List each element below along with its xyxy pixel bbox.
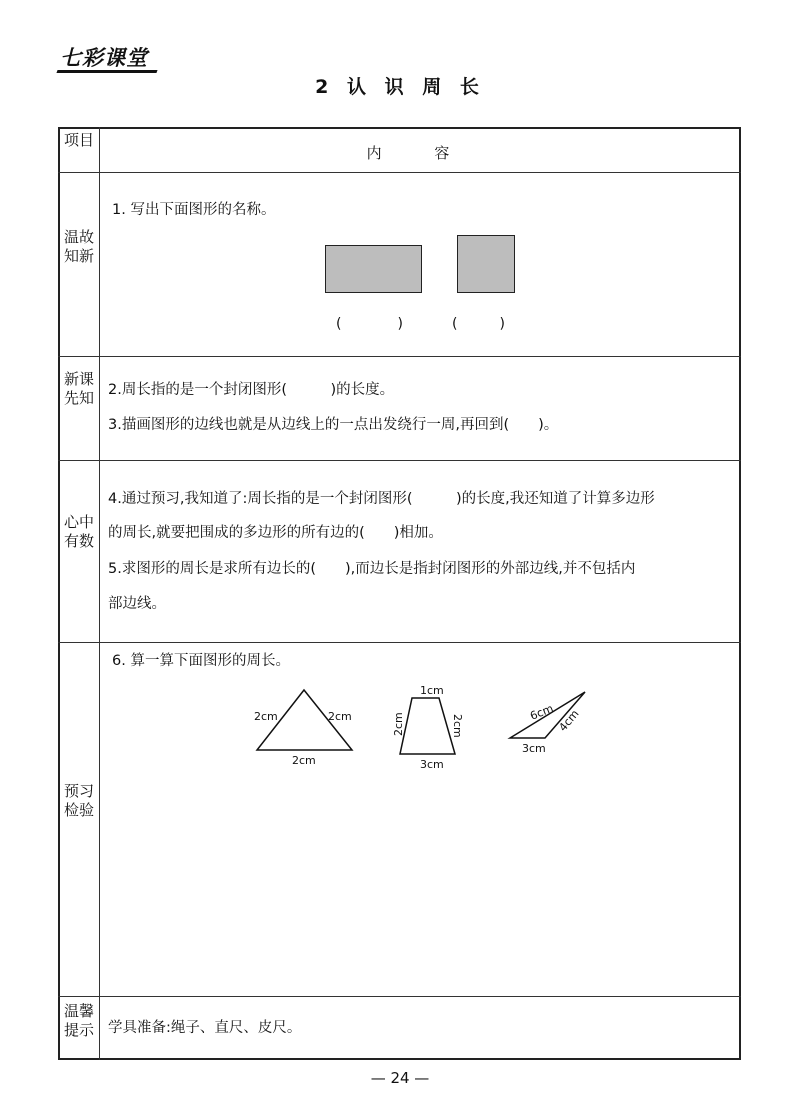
row-divider xyxy=(58,996,741,997)
answer-blank-square[interactable]: ( ) xyxy=(452,316,505,332)
section-label-tips: 温馨提示 xyxy=(63,1002,94,1039)
row-divider xyxy=(58,356,741,357)
rectangle-shape xyxy=(325,245,422,293)
trapezoid-left-label: 2cm xyxy=(392,712,405,736)
row-divider xyxy=(58,642,741,643)
section-label-preview: 新课先知 xyxy=(63,370,94,407)
page-title: 2 认 识 周 长 xyxy=(315,76,485,98)
trapezoid-bottom-label: 3cm xyxy=(420,758,444,771)
square-shape xyxy=(457,235,515,293)
trapezoid xyxy=(400,698,455,754)
triangle-bottom-label: 2cm xyxy=(292,754,316,767)
section-label-review: 温故知新 xyxy=(63,228,94,265)
question-4-line-2: 的周长,就要把围成的多边形的所有边的( )相加。 xyxy=(108,525,443,541)
tips-text: 学具准备:绳子、直尺、皮尺。 xyxy=(108,1020,302,1036)
page-number: — 24 — xyxy=(370,1069,430,1087)
section-label-check: 预习检验 xyxy=(63,782,94,819)
row-divider xyxy=(58,172,741,173)
question-3: 3.描画图形的边线也就是从边线上的一点出发绕行一周,再回到( )。 xyxy=(108,417,559,433)
brand-logo: 七彩课堂 xyxy=(60,46,148,70)
question-1: 1. 写出下面图形的名称。 xyxy=(112,202,276,218)
scalene-side-label: 4cm xyxy=(556,707,582,734)
trapezoid-top-label: 1cm xyxy=(420,684,444,697)
question-5-line-2: 部边线。 xyxy=(108,596,166,612)
triangle-left-label: 2cm xyxy=(254,710,278,723)
question-6: 6. 算一算下面图形的周长。 xyxy=(112,653,290,669)
header-content-label: 内 容 xyxy=(366,144,474,162)
trapezoid-right-label: 2cm xyxy=(451,714,464,738)
row-divider xyxy=(58,460,741,461)
header-item-label: 项目 xyxy=(63,131,94,149)
perimeter-figures xyxy=(240,680,610,780)
answer-blank-rectangle[interactable]: ( ) xyxy=(336,316,403,332)
question-4-line-1: 4.通过预习,我知道了:周长指的是一个封闭图形( )的长度,我还知道了计算多边形 xyxy=(108,491,655,507)
scalene-base-label: 3cm xyxy=(522,742,546,755)
scalene-hyp-label: 6cm xyxy=(528,701,556,723)
column-divider xyxy=(99,127,100,1060)
triangle-right-label: 2cm xyxy=(328,710,352,723)
section-label-mind: 心中有数 xyxy=(63,513,94,550)
question-2: 2.周长指的是一个封闭图形( )的长度。 xyxy=(108,382,395,398)
question-5-line-1: 5.求图形的周长是求所有边长的( ),而边长是指封闭图形的外部边线,并不包括内 xyxy=(108,561,636,577)
